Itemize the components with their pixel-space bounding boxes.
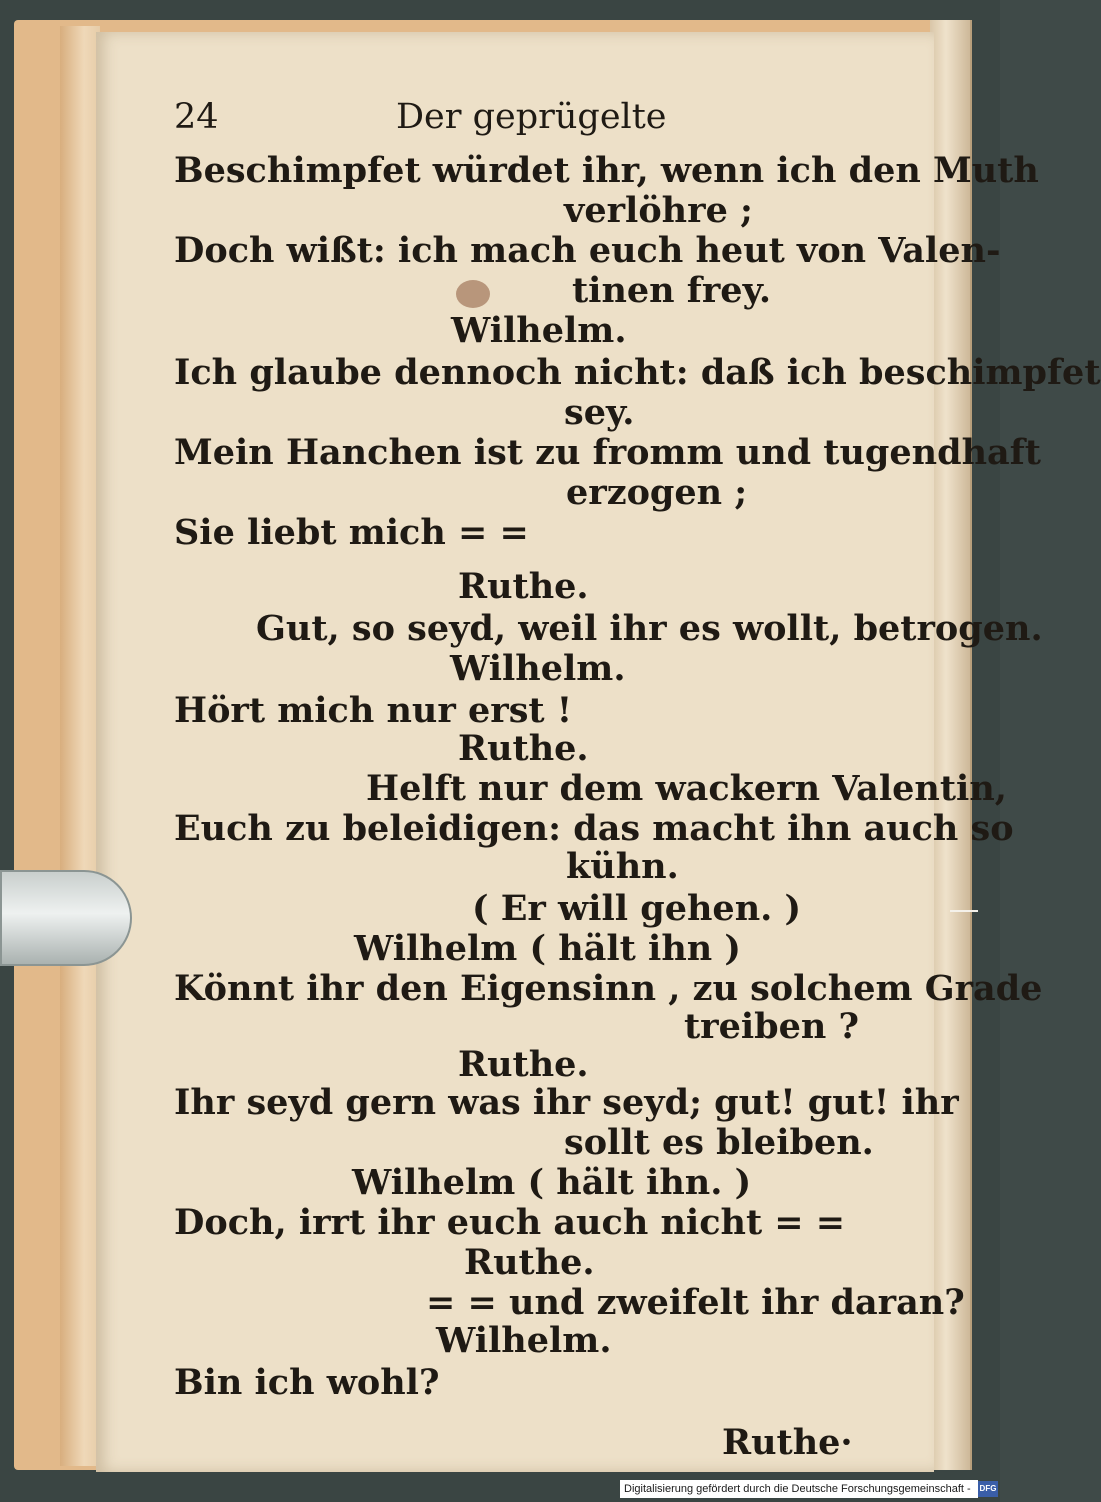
text-line: treiben ? [684,1006,860,1047]
text-line: sey. [564,392,635,433]
text-line: Bin ich wohl? [174,1362,440,1403]
text-line: Gut, so seyd, weil ihr es wollt, betrogen. [256,608,1043,649]
text-line: Helft nur dem wackern Valentin, [366,768,1007,809]
text-line: sollt es bleiben. [564,1122,874,1163]
text-line: Doch, irrt ihr euch auch nicht = = [174,1202,846,1243]
stage-direction: ( Er will gehen. ) [472,888,802,929]
running-title: Der geprügelte [396,97,667,137]
text-line: Beschimpfet würdet ihr, wenn ich den Muth [174,150,1039,191]
book-page [96,32,1101,1472]
text-line: erzogen ; [566,472,748,513]
digitization-credit: Digitalisierung gefördert durch die Deutsche Forschungsgemeinschaft - [620,1480,978,1498]
text-line: verlöhre ; [564,190,753,231]
text-line: kühn. [566,846,679,887]
text-line: Hört mich nur erst ! [174,690,573,731]
speaker-name: Ruthe. [458,566,589,607]
text-line: Mein Hanchen ist zu fromm und tugendhaft [174,432,1041,473]
speaker-name: Wilhelm. [450,648,626,689]
text-line: Euch zu beleidigen: das macht ihn auch so [174,808,1014,849]
text-line: Könnt ihr den Eigensinn , zu solchem Grade [174,968,1043,1009]
page-edges [60,26,100,1466]
text-line: Sie liebt mich = = [174,512,529,553]
speaker-name: Wilhelm ( hält ihn ) [354,928,741,969]
binding-thread [950,910,978,912]
ink-stain [456,280,490,308]
speaker-name: Wilhelm. [451,310,627,351]
text-line: Ich glaube dennoch nicht: daß ich beschimpfet [174,352,1101,393]
speaker-name: Ruthe. [464,1242,595,1283]
speaker-name: Ruthe. [458,1044,589,1085]
speaker-name: Wilhelm ( hält ihn. ) [352,1162,752,1203]
dfg-logo: DFG [978,1481,998,1497]
text-line: Doch wißt: ich mach euch heut von Valen- [174,230,1001,271]
text-line: tinen frey. [572,270,772,311]
speaker-name: Wilhelm. [436,1320,612,1361]
text-line: = = und zweifelt ihr daran? [426,1282,965,1323]
catchword: Ruthe· [722,1422,853,1463]
page-number: 24 [174,97,219,137]
plastic-page-clip [0,870,132,966]
text-line: Ihr seyd gern was ihr seyd; gut! gut! ihr [174,1082,959,1123]
speaker-name: Ruthe. [458,728,589,769]
